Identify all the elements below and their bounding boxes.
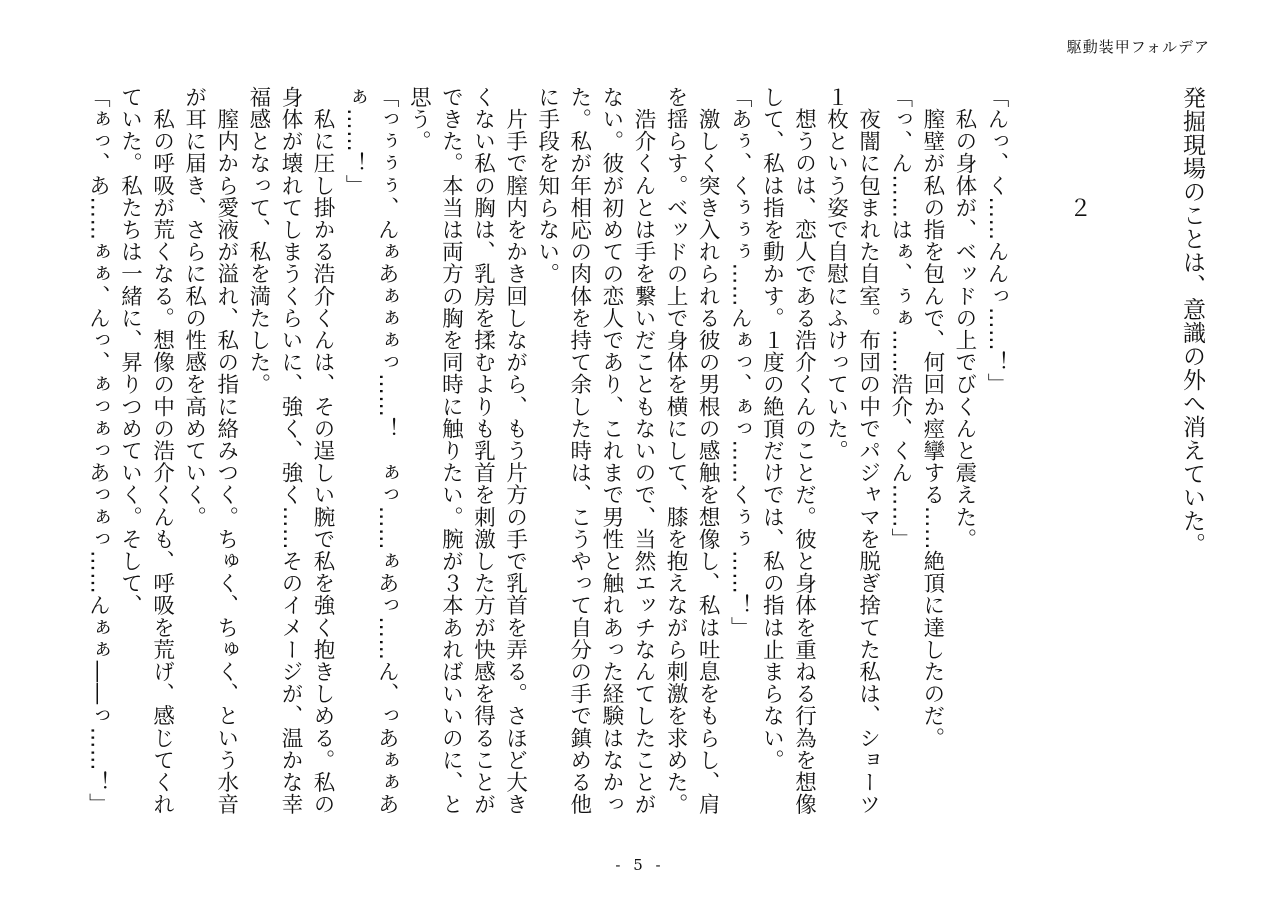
text-line: 膣壁が私の指を包んで、何回か痙攣する……絶頂に達したのだ。 — [919, 86, 945, 749]
text-line: に手段を知らない。 — [534, 86, 560, 285]
text-line: 私の身体が、ベッドの上でびくんと震えた。 — [951, 86, 977, 551]
page-number: - 5 - — [615, 856, 665, 874]
text-line: 身体が壊れてしまうくらいに、強く、強く……そのイメージが、温かな幸 — [277, 86, 303, 816]
text-line: が耳に届き、さらに私の性感を高めていく。 — [181, 86, 207, 528]
text-line: 「っ、ん……はぁ、ぅぁ……浩介、くん……」 — [887, 86, 913, 551]
section-number: ２ — [1065, 196, 1091, 219]
text-line: た。私が年相応の肉体を持て余した時は、こうやって自分の手で鎮める他 — [566, 86, 592, 816]
chapter-title: 発掘現場のことは、意識の外へ消えていた。 — [1179, 86, 1205, 556]
text-line: 「っぅぅぅ、んぁあぁぁぁっ……！ ぁっ……ぁあっ……ん、っあぁぁあ — [374, 86, 400, 816]
text-line: 私に圧し掛かる浩介くんは、その逞しい腕で私を強く抱きしめる。私の — [310, 86, 336, 816]
text-line: 「あぅ、くぅぅぅ……んぁっ、ぁっ……くぅぅ……！」 — [727, 86, 753, 639]
text-line: ていた。私たちは一緒に、昇りつめていく。そして、 — [117, 86, 143, 617]
text-line: 「ぁっ、あ……ぁぁ、んっ、ぁっぁっあっぁっ……んぁぁ――っ……！」 — [85, 86, 111, 816]
body-text — [82, 86, 1012, 846]
text-line: を揺らす。ベッドの上で身体を横にして、膝を抱えながら刺激を求めた。 — [663, 86, 689, 816]
text-line: 激しく突き入れられる彼の男根の感触を想像し、私は吐息をもらし、肩 — [695, 86, 721, 816]
text-line: できた。本当は両方の胸を同時に触りたい。腕が３本あればいいのに、と — [438, 86, 464, 816]
text-line: 思う。 — [406, 86, 432, 153]
text-line: 私の呼吸が荒くなる。想像の中の浩介くんも、呼吸を荒げ、感じてくれ — [149, 86, 175, 816]
text-line: ない。彼が初めての恋人であり、これまで男性と触れあった経験はなかっ — [598, 86, 624, 816]
text-line: 浩介くんとは手を繋いだこともないので、当然エッチなんてしたことが — [630, 86, 656, 816]
text-line: 想うのは、恋人である浩介くんのことだ。彼と身体を重ねる行為を想像 — [791, 86, 817, 816]
text-line: して、私は指を動かす。１度の絶頂だけでは、私の指は止まらない。 — [759, 86, 785, 772]
text-line: 「んっ、く……んんっ……！」 — [984, 86, 1009, 396]
text-line: ぁ……！」 — [342, 86, 368, 197]
text-line: 膣内から愛液が溢れ、私の指に絡みつく。ちゅく、ちゅく、という水音 — [213, 86, 239, 816]
running-header: 駆動装甲フォルデア — [1066, 38, 1210, 56]
text-line: くない私の胸は、乳房を揉むよりも乳首を刺激した方が快感を得ることが — [470, 86, 496, 816]
text-line: １枚という姿で自慰にふけっていた。 — [823, 86, 849, 462]
text-line: 福感となって、私を満たした。 — [245, 86, 271, 396]
text-line: 片手で膣内をかき回しながら、もう片方の手で乳首を弄る。さほど大き — [502, 86, 528, 816]
text-line: 夜闇に包まれた自室。布団の中でパジャマを脱ぎ捨てた私は、ショーツ — [855, 86, 881, 816]
